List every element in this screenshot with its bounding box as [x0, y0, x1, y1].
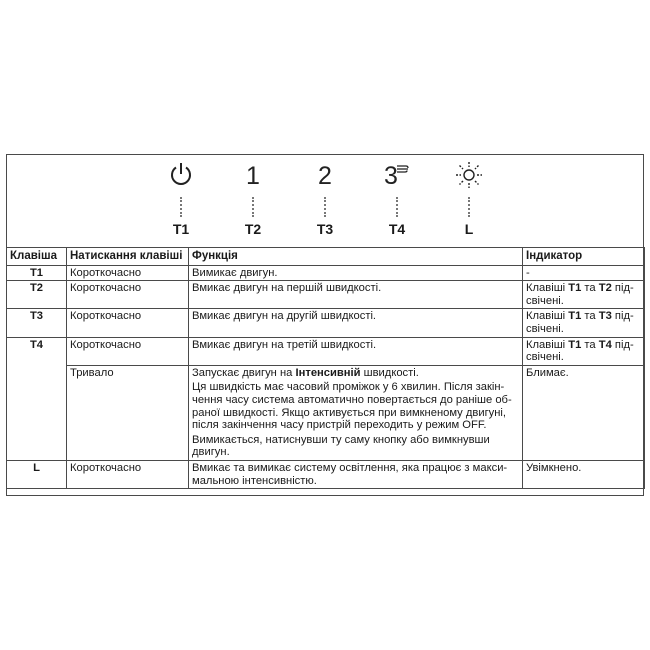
function-paragraph: Ця швидкість має часовий проміжок у 6 хвилин. Після закін-чення часу система автоматично повертається до раніше об-раної швидкості. Якщо активується при вимкненому двигуні, після закінчення часу пристрій переходить у режим OFF. [192, 381, 512, 432]
indicator-key: T2 [598, 282, 612, 295]
table-row [7, 337, 645, 365]
cell-function: Вимикає двигун. [189, 265, 523, 281]
column-header-function: Функція [189, 248, 523, 266]
indicator-key: T4 [598, 338, 612, 351]
speed-2-glyph: 2 [318, 162, 332, 190]
cell-press: Тривало [67, 365, 189, 460]
cell-indicator [523, 281, 645, 309]
table-header-row [7, 248, 645, 266]
cell-press: Короткочасно [67, 281, 189, 309]
wind-icon [396, 164, 410, 174]
cell-key: L [7, 460, 67, 488]
speed-1-glyph: 1 [246, 162, 260, 190]
cell-press: Короткочасно [67, 337, 189, 365]
indicator-key: T1 [568, 338, 582, 351]
cell-key: T2 [7, 281, 67, 309]
key-connector [396, 197, 398, 217]
key-label: T3 [316, 221, 334, 237]
column-header-press: Натискання клавіші [67, 248, 189, 266]
indicator-text: та [581, 338, 599, 351]
keypad-diagram [7, 155, 643, 247]
indicator-text: Клавіші [526, 310, 569, 323]
key-connector [180, 197, 182, 217]
indicator-text: під-свічені. [526, 282, 634, 307]
indicator-key: T1 [568, 310, 582, 323]
cell-indicator: Блимає. [523, 365, 645, 460]
light-icon [439, 161, 499, 191]
cell-function: Вмикає двигун на першій швидкості. [189, 281, 523, 309]
column-header-indicator: Індикатор [523, 248, 645, 266]
table-row [7, 265, 645, 281]
cell-press: Короткочасно [67, 265, 189, 281]
speed-3-digit: 3 [384, 162, 398, 190]
indicator-text: під-свічені. [526, 338, 634, 364]
key-connector [324, 197, 326, 217]
table-row [7, 460, 645, 488]
function-paragraph: Вимикається, натиснувши ту саму кнопку або вимкнувши двигун. [192, 433, 490, 459]
key-label: L [464, 221, 474, 237]
table-row [7, 365, 645, 460]
indicator-text: та [581, 310, 599, 323]
indicator-text: Клавіші [526, 338, 569, 351]
cell-indicator [523, 337, 645, 365]
control-panel-table [6, 154, 644, 496]
function-text: Запускає двигун на [192, 366, 296, 379]
function-emphasis: Інтенсивній [295, 366, 361, 379]
cell-function [189, 365, 523, 460]
key-label: T4 [388, 221, 406, 237]
column-header-key: Клавіша [7, 248, 67, 266]
key-t2 [223, 155, 283, 247]
cell-function: Вмикає та вимикає систему освітлення, яка працює з макси-мальною інтенсивністю. [189, 460, 523, 488]
cell-indicator: - [523, 265, 645, 281]
cell-key: T4 [7, 337, 67, 460]
cell-press: Короткочасно [67, 309, 189, 337]
cell-indicator [523, 309, 645, 337]
cell-press: Короткочасно [67, 460, 189, 488]
cell-function: Вмикає двигун на другій швидкості. [189, 309, 523, 337]
key-label: T1 [172, 221, 190, 237]
cell-indicator: Увімкнено. [523, 460, 645, 488]
table-row [7, 309, 645, 337]
speed-3-glyph [367, 161, 427, 191]
indicator-text: Клавіші [526, 282, 569, 295]
function-paragraph [192, 367, 519, 380]
function-text: швидкості. [360, 366, 419, 379]
indicator-key: T1 [568, 282, 582, 295]
key-t3 [295, 155, 355, 247]
cell-key: T3 [7, 309, 67, 337]
key-t1 [151, 155, 211, 247]
key-functions-table [6, 247, 645, 489]
cell-function: Вмикає двигун на третій швидкості. [189, 337, 523, 365]
indicator-text: під-свічені. [526, 310, 634, 335]
key-label: T2 [244, 221, 262, 237]
key-t4 [367, 155, 427, 247]
key-connector [252, 197, 254, 217]
key-connector [468, 197, 470, 217]
power-icon [151, 161, 211, 191]
indicator-key: T3 [598, 310, 612, 323]
cell-key: T1 [7, 265, 67, 281]
indicator-text: та [581, 282, 599, 295]
key-l [439, 155, 499, 247]
table-row [7, 281, 645, 309]
